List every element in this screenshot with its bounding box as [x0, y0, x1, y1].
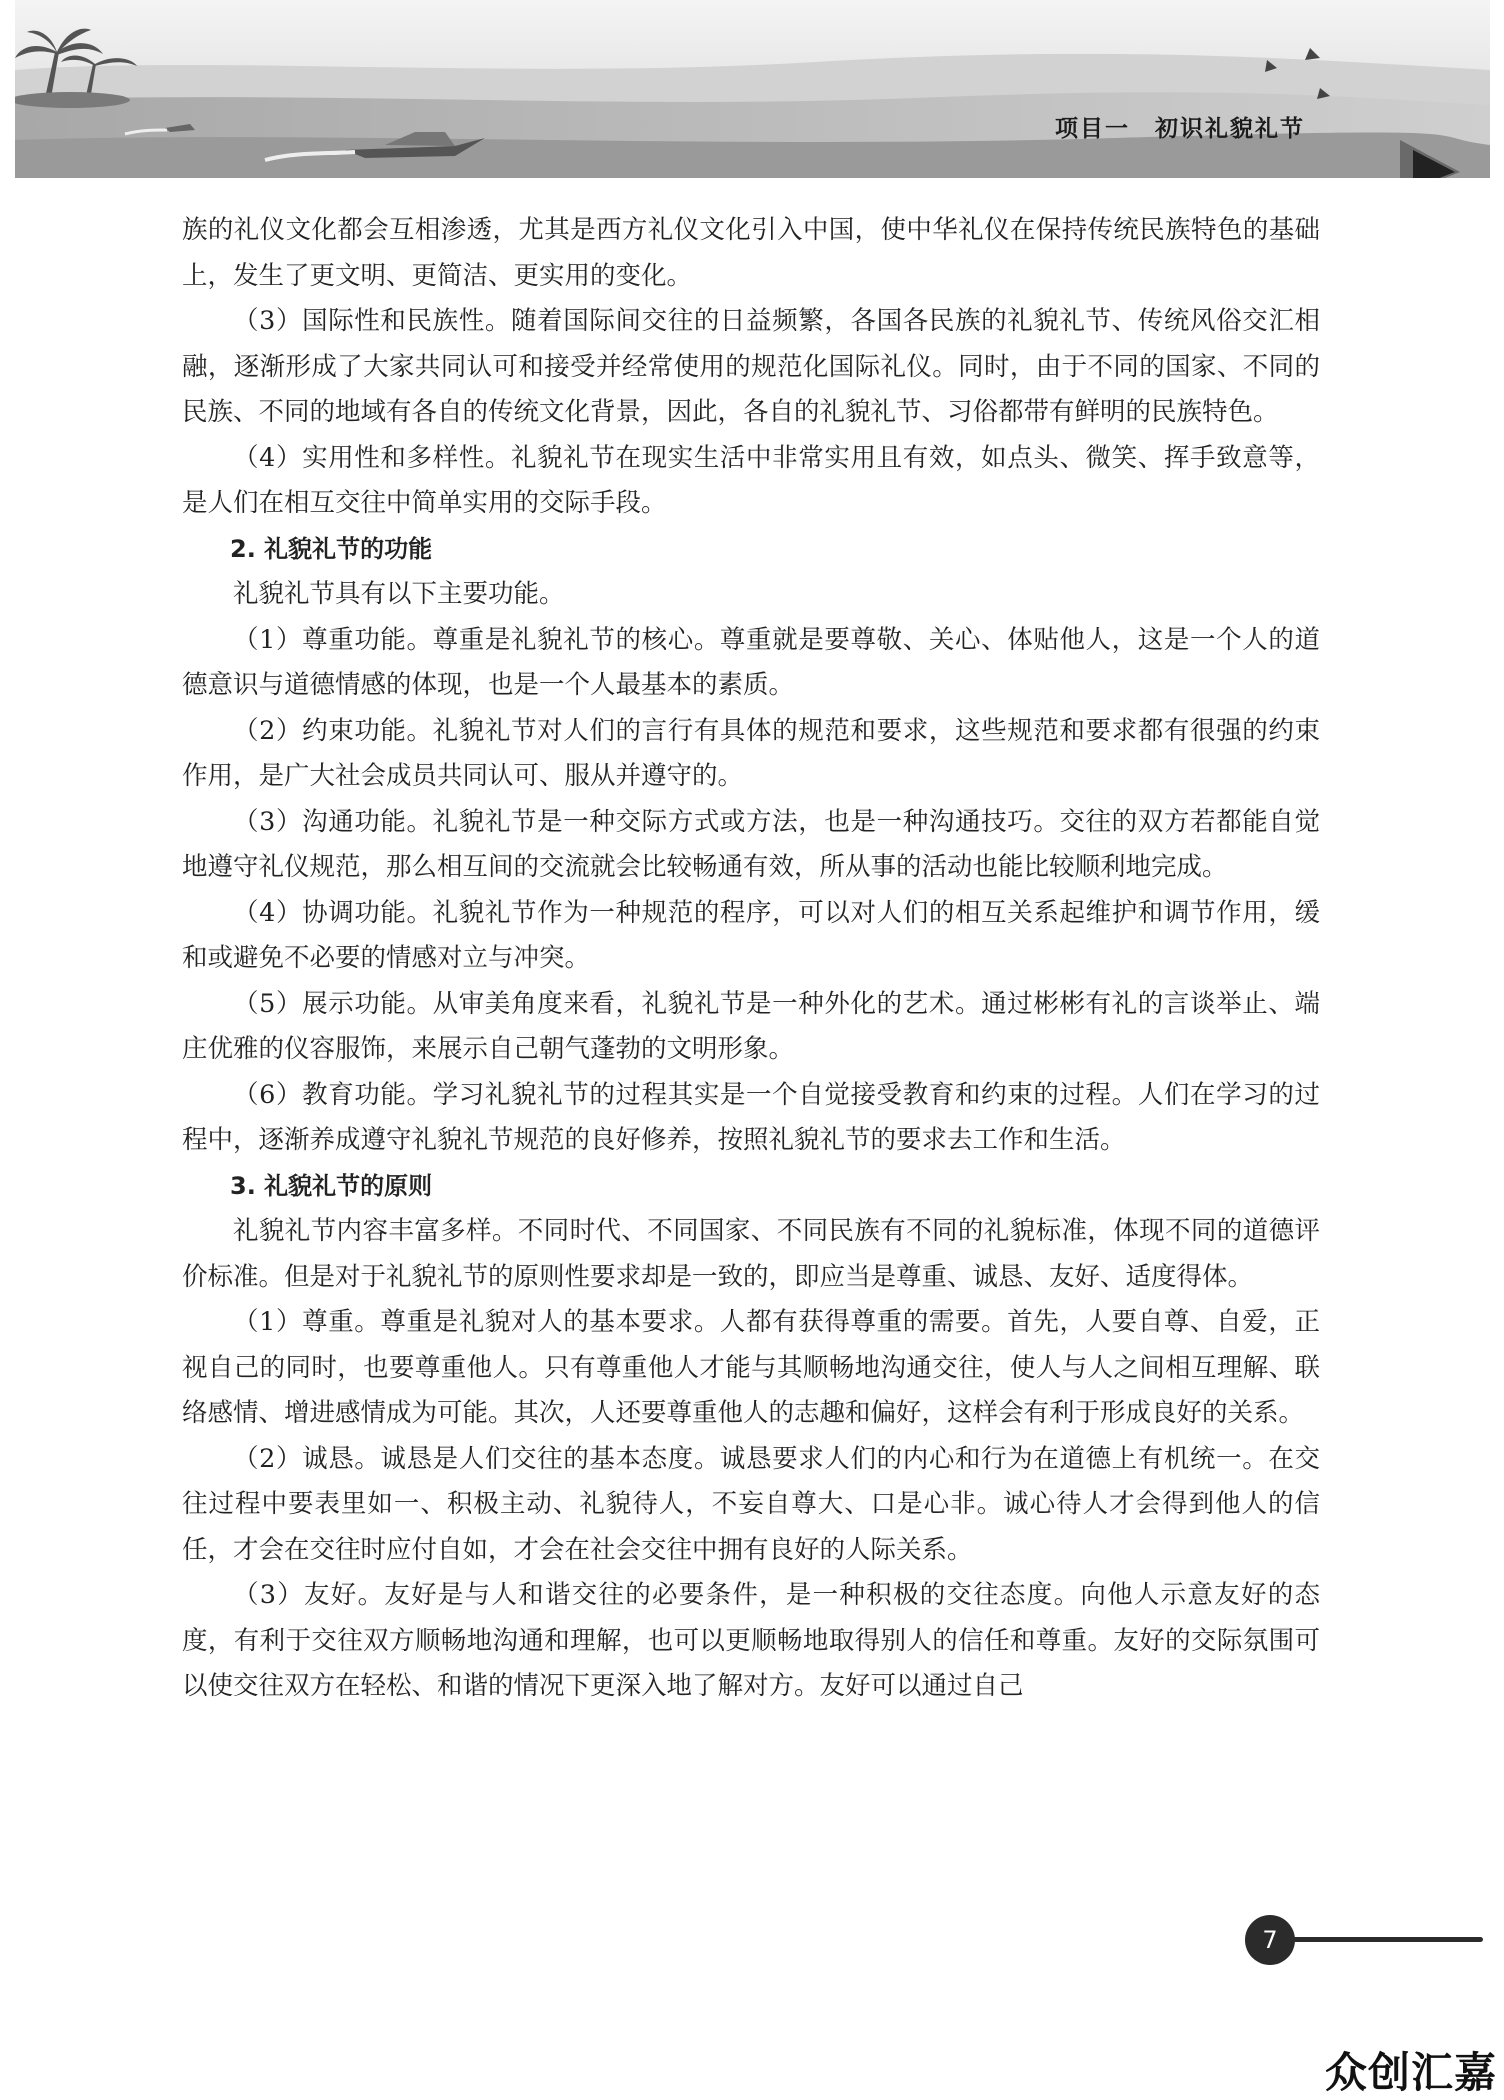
page-footer [1245, 1915, 1485, 1965]
paragraph-continuation: 族的礼仪文化都会互相渗透，尤其是西方礼仪文化引入中国，使中华礼仪在保持传统民族特色的基础上，发生了更文明、更简洁、更实用的变化。 [182, 215, 1320, 291]
paragraph: （2）约束功能。礼貌礼节对人们的言行有具体的规范和要求，这些规范和要求都有很强的约束作用，是广大社会成员共同认可、服从并遵守的。 [182, 715, 1320, 791]
page-number: 7 [1245, 1915, 1295, 1965]
paragraph: （4）实用性和多样性。礼貌礼节在现实生活中非常实用且有效，如点头、微笑、挥手致意等，是人们在相互交往中简单实用的交际手段。 [182, 442, 1320, 518]
watermark-logo: 众创汇嘉 [1325, 2048, 1498, 2097]
paragraph: （1）尊重功能。尊重是礼貌礼节的核心。尊重就是要尊敬、关心、体贴他人，这是一个人的道德意识与道德情感的体现，也是一个人最基本的素质。 [182, 624, 1320, 700]
paragraph: （2）诚恳。诚恳是人们交往的基本态度。诚恳要求人们的内心和行为在道德上有机统一。在交往过程中要表里如一、积极主动、礼貌待人，不妄自尊大、口是心非。诚心待人才会得到他人的信任，才会在交往时应付自如，才会在社会交往中拥有良好的人际关系。 [182, 1443, 1320, 1565]
page-section-title: 项目一 初识礼貌礼节 [1055, 116, 1305, 142]
page-body-text [182, 208, 1320, 1710]
paragraph: （3）国际性和民族性。随着国际间交往的日益频繁，各国各民族的礼貌礼节、传统风俗交汇相融，逐渐形成了大家共同认可和接受并经常使用的规范化国际礼仪。同时，由于不同的国家、不同的民族、不同的地域有各自的传统文化背景，因此，各自的礼貌礼节、习俗都带有鲜明的民族特色。 [182, 306, 1320, 427]
paragraph: （1）尊重。尊重是礼貌对人的基本要求。人都有获得尊重的需要。首先，人要自尊、自爱，正视自己的同时，也要尊重他人。只有尊重他人才能与其顺畅地沟通交往，使人与人之间相互理解、联络感情、增进感情成为可能。其次，人还要尊重他人的志趣和偏好，这样会有利于形成良好的关系。 [182, 1307, 1320, 1428]
page-header-banner [15, 0, 1490, 178]
footer-rule [1293, 1937, 1483, 1942]
paragraph: （4）协调功能。礼貌礼节作为一种规范的程序，可以对人们的相互关系起维护和调节作用，缓和或避免不必要的情感对立与冲突。 [182, 897, 1320, 973]
paragraph: （5）展示功能。从审美角度来看，礼貌礼节是一种外化的艺术。通过彬彬有礼的言谈举止、端庄优雅的仪容服饰，来展示自己朝气蓬勃的文明形象。 [182, 988, 1320, 1064]
paragraph: 礼貌礼节内容丰富多样。不同时代、不同国家、不同民族有不同的礼貌标准，体现不同的道德评价标准。但是对于礼貌礼节的原则性要求却是一致的，即应当是尊重、诚恳、友好、适度得体。 [182, 1216, 1320, 1292]
paragraph: （6）教育功能。学习礼貌礼节的过程其实是一个自觉接受教育和约束的过程。人们在学习的过程中，逐渐养成遵守礼貌礼节规范的良好修养，按照礼貌礼节的要求去工作和生活。 [182, 1079, 1320, 1155]
paragraph: （3）沟通功能。礼貌礼节是一种交际方式或方法，也是一种沟通技巧。交往的双方若都能自觉地遵守礼仪规范，那么相互间的交流就会比较畅通有效，所从事的活动也能比较顺利地完成。 [182, 806, 1320, 882]
paragraph: 礼貌礼节具有以下主要功能。 [233, 579, 565, 609]
section-heading: 2. 礼貌礼节的功能 [230, 534, 433, 563]
beach-scene-illustration [15, 0, 1490, 178]
section-heading: 3. 礼貌礼节的原则 [230, 1171, 433, 1200]
paragraph: （3）友好。友好是与人和谐交往的必要条件，是一种积极的交往态度。向他人示意友好的态度，有利于交往双方顺畅地沟通和理解，也可以更顺畅地取得别人的信任和尊重。友好的交际氛围可以使交往双方在轻松、和谐的情况下更深入地了解对方。友好可以通过自己 [182, 1580, 1320, 1701]
